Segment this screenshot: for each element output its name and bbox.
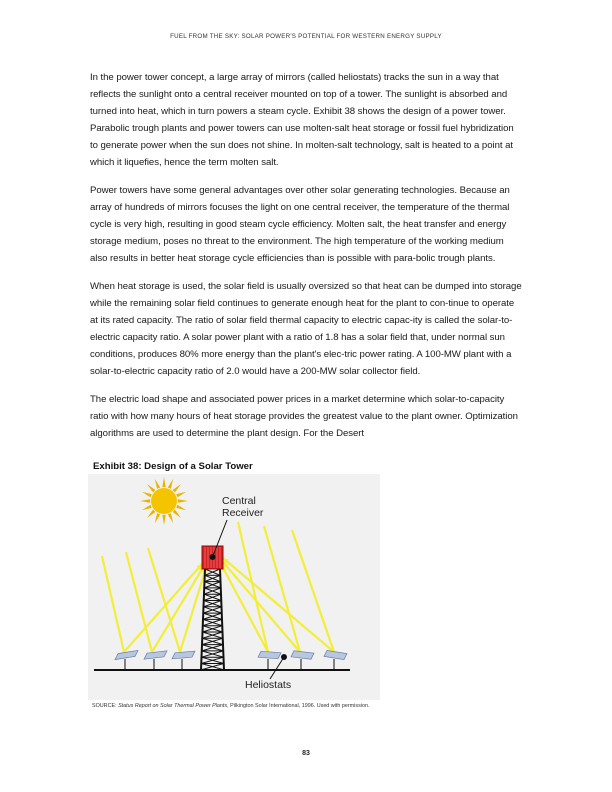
heliostat xyxy=(115,650,138,670)
heliostat-mirror xyxy=(144,651,167,659)
sun-ray xyxy=(162,477,165,487)
incoming-beam xyxy=(238,522,268,652)
source-suffix: , Pilkington Solar International, 1996. Used with permission. xyxy=(227,703,370,709)
heliostat xyxy=(291,651,314,670)
sun-icon xyxy=(140,477,188,525)
page-number: 83 xyxy=(302,750,310,757)
heliostat-mirror xyxy=(115,650,138,659)
reflected-beam xyxy=(222,566,268,652)
sun-ray xyxy=(162,515,165,525)
sun-ray xyxy=(176,492,186,497)
paragraph-2: Power towers have some general advantages over other solar generating technologies. Because an array of hundreds of mirrors focuses the light on one central receiver, the temperature of the thermal cycle is very high, resulting in good steam cycle efficiency. Molten salt, the heat transfer and energy storage medium, poses no threat to the environment. The high temperature of the working medium also results in better heat storage cycle efficiencies than is possible with para-bolic trough plants. xyxy=(90,185,510,264)
tower-icon xyxy=(201,569,224,670)
heliostat-mirror xyxy=(291,651,314,659)
sun-ray xyxy=(168,513,173,523)
reflected-beam xyxy=(124,564,202,652)
paragraph-4: The electric load shape and associated power prices in a market determine which solar-to-capacity ratio with how many hours of heat storage provides the greatest value to the plant owner. Optimization algorithms are used to determine the plant design. For the Desert xyxy=(90,394,518,439)
source-prefix: SOURCE: xyxy=(92,703,119,709)
central-receiver xyxy=(202,520,227,569)
sun-ray xyxy=(147,484,155,492)
sun-ray xyxy=(140,499,150,502)
running-head: FUEL FROM THE SKY: SOLAR POWER'S POTENTIAL FOR WESTERN ENERGY SUPPLY xyxy=(170,33,442,40)
paragraph-1: In the power tower concept, a large array of mirrors (called heliostats) tracks the sun in a way that reflects the sunlight onto a central receiver mounted on top of a tower. The sunlight is absorbed and turned into heat, which in turn powers a steam cycle. Exhibit 38 shows the design of a power tower. Parabolic trough plants and power towers can use molten-salt heat storage or fossil fuel hybridization to generate power when the sun does not shine. In molten-salt technology, salt is heated to a point at which it liquefies, hence the term molten salt. xyxy=(90,72,514,168)
sun-ray xyxy=(155,479,160,489)
heliostat-mirror xyxy=(258,651,281,659)
heliostat xyxy=(172,651,195,670)
source-note xyxy=(92,703,369,709)
sun-ray xyxy=(142,492,152,497)
incoming-beam xyxy=(264,526,300,652)
incoming-beam xyxy=(102,556,124,652)
heliostat-mirror xyxy=(324,650,347,659)
label-heliostats: Heliostats xyxy=(245,679,292,691)
sun-ray xyxy=(178,499,188,502)
body-text xyxy=(90,69,522,453)
sun-ray xyxy=(155,513,160,523)
sun-ray xyxy=(142,505,152,510)
label-central: Central xyxy=(222,495,256,507)
heliostat xyxy=(324,650,347,670)
solar-tower-figure xyxy=(88,474,380,700)
reflected-beam xyxy=(152,566,204,652)
exhibit-title: Exhibit 38: Design of a Solar Tower xyxy=(93,461,253,472)
heliostat-pointer-line xyxy=(270,657,284,679)
heliostat xyxy=(144,651,167,670)
label-receiver: Receiver xyxy=(222,507,264,519)
incoming-beam xyxy=(126,552,152,652)
solar-tower-diagram xyxy=(88,474,380,700)
sun-ray xyxy=(173,484,181,492)
source-title: Status Report on Solar Thermal Power Plants xyxy=(118,703,228,709)
heliostat-mirror xyxy=(172,651,195,659)
paragraph-3: When heat storage is used, the solar field is usually oversized so that heat can be dumped into storage while the remaining solar field continues to generate enough heat for the plant to con-tinue to operate at its rated capacity. The ratio of solar field thermal capacity to electric capac-ity is called the solar-to-electric capacity ratio. A solar power plant with a ratio of 1.8 has a solar field that, under normal sun conditions, produces 80% more energy than the plant's elec-tric power rating. A 100-MW plant with a solar-to-electric capacity ratio of 2.0 would have a 200-MW solar collector field. xyxy=(90,281,522,377)
incoming-beam xyxy=(148,548,180,652)
heliostat-icon xyxy=(115,650,347,670)
sun-ray xyxy=(176,505,186,510)
sun-ray xyxy=(173,510,181,518)
sun-ray xyxy=(147,510,155,518)
sun-ray xyxy=(168,479,173,489)
